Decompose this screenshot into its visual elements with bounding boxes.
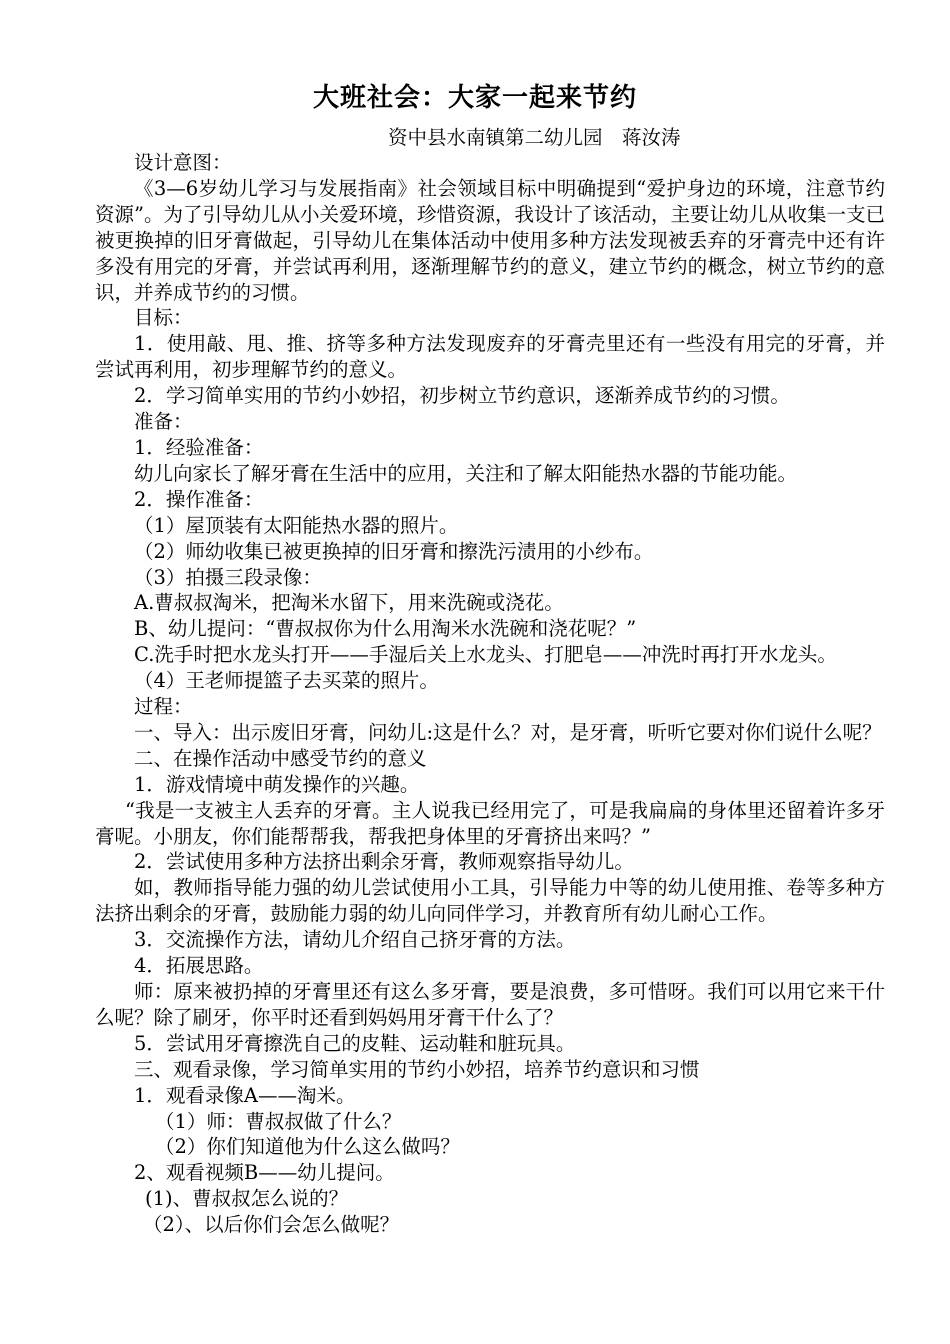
paragraph: （1）师：曹叔叔做了什么？: [155, 1109, 402, 1133]
paragraph: 3．交流操作方法，请幼儿介绍自己挤牙膏的方法。: [134, 928, 576, 952]
paragraph: B、幼儿提问：“曹叔叔你为什么用淘米水洗碗和浇花呢？”: [134, 617, 637, 641]
paragraph: 4．拓展思路。: [134, 954, 264, 978]
paragraph: 1．经验准备：: [134, 435, 264, 459]
paragraph: （2）、以后你们会怎么做呢？: [143, 1213, 400, 1237]
paragraph: 1．使用敲、甩、推、挤等多种方法发现废弃的牙膏壳里还有一些没有用完的牙膏，并尝试再利用，初步理解节约的意义。: [95, 332, 885, 382]
paragraph: 二、在操作活动中感受节约的意义: [134, 746, 427, 770]
paragraph: 师：原来被扔掉的牙膏里还有这么多牙膏，要是浪费，多可惜呀。我们可以用它来干什么呢？除了刷牙，你平时还看到妈妈用牙膏干什么了？: [95, 980, 885, 1029]
document-title: 大班社会：大家一起来节约: [312, 83, 637, 113]
paragraph: 《3—6岁幼儿学习与发展指南》社会领域目标中明确提到“爱护身边的环境，注意节约资源”。为了引导幼儿从小关爱环境，珍惜资源，我设计了该活动，主要让幼儿从收集一支已被更换掉的旧牙膏做起，引导幼儿在集体活动中使用多种方法发现被丢弃的牙膏壳中还有许多没有用完的牙膏，并尝试再利用，逐渐理解节约的意义，建立节约的概念，树立节约的意识，并养成节约的习惯。: [95, 176, 885, 304]
paragraph: 幼儿向家长了解牙膏在生活中的应用，关注和了解太阳能热水器的节能功能。: [134, 461, 798, 485]
paragraph: 1．观看录像A——淘米。: [134, 1083, 356, 1107]
paragraph: “我是一支被主人丢弃的牙膏。主人说我已经用完了，可是我扁扁的身体里还留着许多牙膏呢。小朋友，你们能帮帮我，帮我把身体里的牙膏挤出来吗？”: [95, 798, 885, 848]
paragraph: 2．操作准备：: [134, 487, 264, 511]
paragraph: （4）王老师提篮子去买菜的照片。: [134, 669, 439, 693]
document-body: [95, 150, 885, 1238]
paragraph: 1．游戏情境中萌发操作的兴趣。: [134, 772, 420, 796]
paragraph: (1)、曹叔叔怎么说的？: [145, 1187, 349, 1211]
paragraph: 2、观看视频B——幼儿提问。: [134, 1161, 395, 1185]
paragraph: 目标：: [134, 306, 193, 330]
paragraph: 如，教师指导能力强的幼儿尝试使用小工具，引导能力中等的幼儿使用推、卷等多种方法挤出剩余的牙膏，鼓励能力弱的幼儿向同伴学习，并教育所有幼儿耐心工作。: [95, 876, 885, 926]
paragraph: A.曹叔叔淘米，把淘米水留下，用来洗碗或浇花。: [134, 591, 564, 615]
paragraph: （1）屋顶装有太阳能热水器的照片。: [134, 513, 459, 537]
paragraph: 三、观看录像，学习简单实用的节约小妙招，培养节约意识和习惯: [134, 1057, 700, 1081]
paragraph: C.洗手时把水龙头打开——手湿后关上水龙头、打肥皂——冲洗时再打开水龙头。: [134, 643, 837, 667]
paragraph: 一、导入：出示废旧牙膏，问幼儿:这是什么？对，是牙膏，听听它要对你们说什么呢？: [134, 720, 882, 744]
author-line: 资中县水南镇第二幼儿园 蒋汝涛: [388, 126, 681, 149]
paragraph: （2）你们知道他为什么这么做吗？: [155, 1135, 460, 1159]
paragraph: 2．尝试使用多种方法挤出剩余牙膏，教师观察指导幼儿。: [134, 850, 634, 874]
paragraph: 设计意图：: [134, 151, 232, 174]
paragraph: 准备：: [134, 410, 193, 434]
paragraph: （3）拍摄三段录像：: [134, 565, 322, 589]
paragraph: （2）师幼收集已被更换掉的旧牙膏和擦洗污渍用的小纱布。: [134, 539, 654, 563]
paragraph: 2．学习简单实用的节约小妙招，初步树立节约意识，逐渐养成节约的习惯。: [134, 384, 790, 408]
paragraph: 5．尝试用牙膏擦洗自己的皮鞋、运动鞋和脏玩具。: [134, 1031, 576, 1055]
paragraph: 过程：: [134, 695, 193, 719]
